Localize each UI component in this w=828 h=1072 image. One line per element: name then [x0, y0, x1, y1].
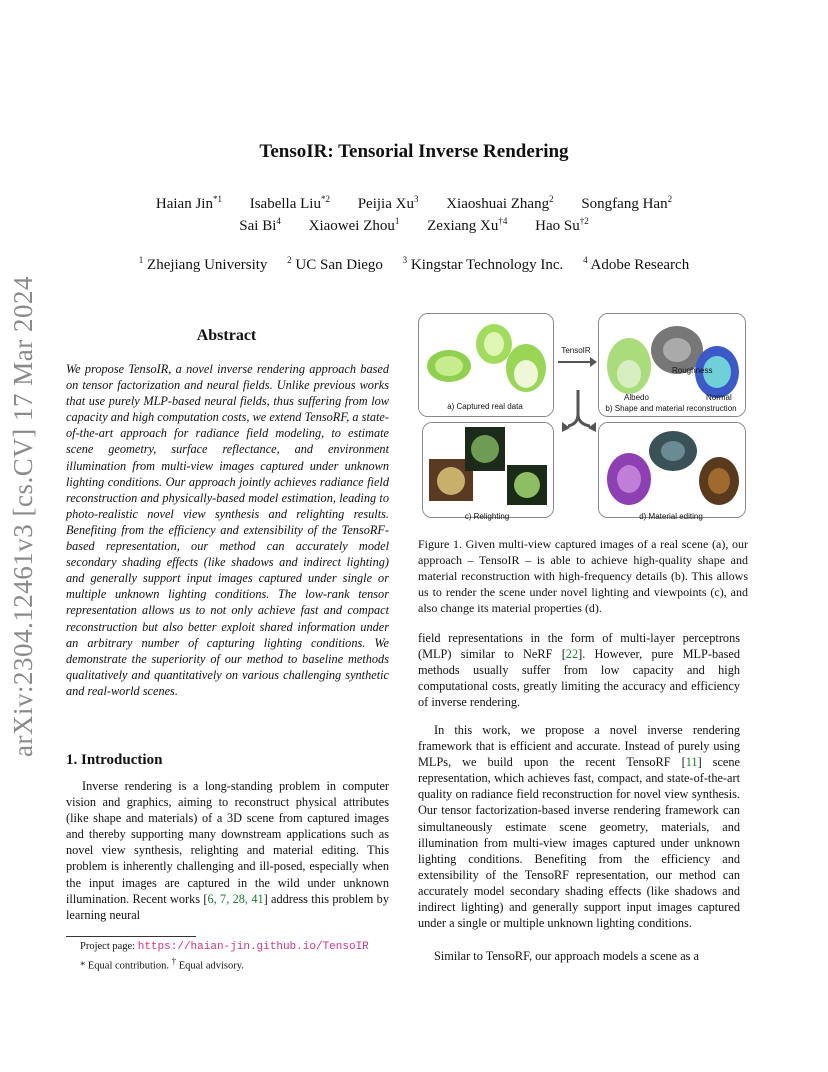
affiliation: $^1$ Zhejiang University	[138, 255, 268, 273]
author: Hao Su$^{\dagger 2}$	[535, 216, 589, 234]
figure-caption: Figure 1. Given multi-view captured images of a real scene (a), our approach – TensoIR – is able to achieve high-quality shape and material reconstruction with high-frequency details (b). This allows us to render the scene under novel lighting and viewpoints (c), and also change its material properties (d).	[418, 537, 748, 615]
cabbage-image	[419, 314, 553, 416]
author: Xiaowei Zhou$^1$	[308, 216, 400, 234]
curved-arrow-icon	[558, 388, 598, 440]
figure-1	[418, 310, 748, 530]
right-paragraph-3: Similar to TensoRF, our approach models a scene as a	[434, 949, 699, 963]
author: Songfang Han$^2$	[581, 194, 673, 212]
footnotes: Project page: https://haian-jin.github.io/TensoIR * Equal contribution. † Equal advisory.	[80, 941, 369, 972]
figure-panel-relighting	[422, 422, 554, 518]
arxiv-stamp: arXiv:2304.12461v3 [cs.CV] 17 Mar 2024	[8, 276, 38, 757]
relighting-image	[423, 423, 553, 517]
affiliation: $^3$ Kingstar Technology Inc.	[402, 255, 564, 273]
material-editing-image	[599, 423, 745, 517]
citation-link[interactable]: 11	[685, 755, 698, 770]
affiliations	[0, 255, 828, 274]
arrow-label: TensoIR	[561, 346, 591, 355]
author: Peijia Xu$^3$	[357, 194, 419, 212]
label-roughness: Roughness	[672, 366, 713, 375]
citation-link[interactable]: 22	[565, 647, 579, 662]
arrow-right-icon	[556, 356, 598, 368]
author: Zexiang Xu$^{\dagger 4}$	[427, 216, 508, 234]
authors-row-1	[0, 194, 828, 213]
citation-link[interactable]: 6, 7, 28, 41	[207, 891, 264, 906]
panel-b-label: b) Shape and material reconstruction	[605, 404, 737, 413]
right-paragraph-2: In this work, we propose a novel inverse rendering framework that is efficient and accurate. Instead of purely using MLPs, we build upon the recent TensoRF [11] scene representation, which achieves fast, compact, and state-of-the-art quality on radiance field reconstruction for novel view synthesis. Our tensor factorization-based inverse rendering framework can simultaneously estimate scene geometry, materials, and illumination from multi-view images captured under unknown lighting conditions. Benefiting from the efficiency and extensibility of the TensoRF representation, our method can accurately model secondary shading effects (like shadows and indirect lighting) and generally support input images captured under a single or multiple unknown lighting conditions.	[418, 723, 740, 931]
abstract-heading: Abstract	[196, 327, 257, 344]
figure-panel-material-editing	[598, 422, 746, 518]
panel-c-label: c) Relighting	[464, 512, 510, 521]
panel-a-label: a) Captured real data	[447, 402, 523, 411]
panel-d-label: d) Material editing	[639, 512, 703, 521]
abstract-text: We propose TensoIR, a novel inverse rendering approach based on tensor factorization and neural fields. Unlike previous works that use purely MLP-based neural fields, thus suffering from low capacity and high computation costs, we extend TensoRF, a state-of-the-art approach for radiance field modeling, to estimate scene geometry, surface reflectance, and environment illumination from multi-view images captured under unknown lighting conditions. Our approach jointly achieves radiance field reconstruction and physically-based model estimation, leading to photo-realistic novel view synthesis and relighting results. Benefiting from the efficiency and extensibility of the TensoRF-based representation, our method can accurately model secondary shading effects (like shadows and indirect lighting) and generally support input images captured under single or multiple unknown lighting conditions. The low-rank tensor representation allows us to not only achieve fast and compact reconstruction but also better exploit shared information under an arbitrary number of capturing lighting conditions. We demonstrate the superiority of our method to baseline methods qualitatively and quantitatively on various challenging synthetic and real-world scenes.	[66, 362, 389, 698]
project-page-link[interactable]: https://haian-jin.github.io/TensoIR	[137, 941, 369, 953]
paper-title: TensoIR: Tensorial Inverse Rendering	[259, 141, 569, 162]
label-normal: Normal	[706, 393, 732, 402]
author: Isabella Liu$^{*2}$	[249, 194, 330, 212]
author: Haian Jin$^{*1}$	[155, 194, 222, 212]
affiliation: $^4$ Adobe Research	[583, 255, 690, 273]
section-heading-introduction: 1. Introduction	[66, 752, 163, 768]
author: Sai Bi$^4$	[239, 216, 281, 234]
right-paragraph-1: field representations in the form of multi-layer perceptrons (MLP) similar to NeRF [22]. However, pure MLP-based methods usually suffer from low capacity and high computational costs, greatly limiting the accuracy and efficiency of inverse rendering.	[418, 631, 740, 710]
label-albedo: Albedo	[624, 393, 649, 402]
affiliation: $^2$ UC San Diego	[287, 255, 383, 273]
intro-paragraph: Inverse rendering is a long-standing problem in computer vision and graphics, aiming to reconstruct physical attributes (like shape and materials) of a 3D scene from captured images and thereby supporting many downstream applications such as novel view synthesis, relighting and material editing. This problem is inherently challenging and ill-posed, especially when the input images are captured in the wild under unknown illumination. Recent works [6, 7, 28, 41] address this problem by learning neural	[66, 779, 389, 922]
authors-row-2	[0, 216, 828, 235]
footnote-rule	[66, 936, 196, 937]
author: Xiaoshuai Zhang$^2$	[446, 194, 554, 212]
